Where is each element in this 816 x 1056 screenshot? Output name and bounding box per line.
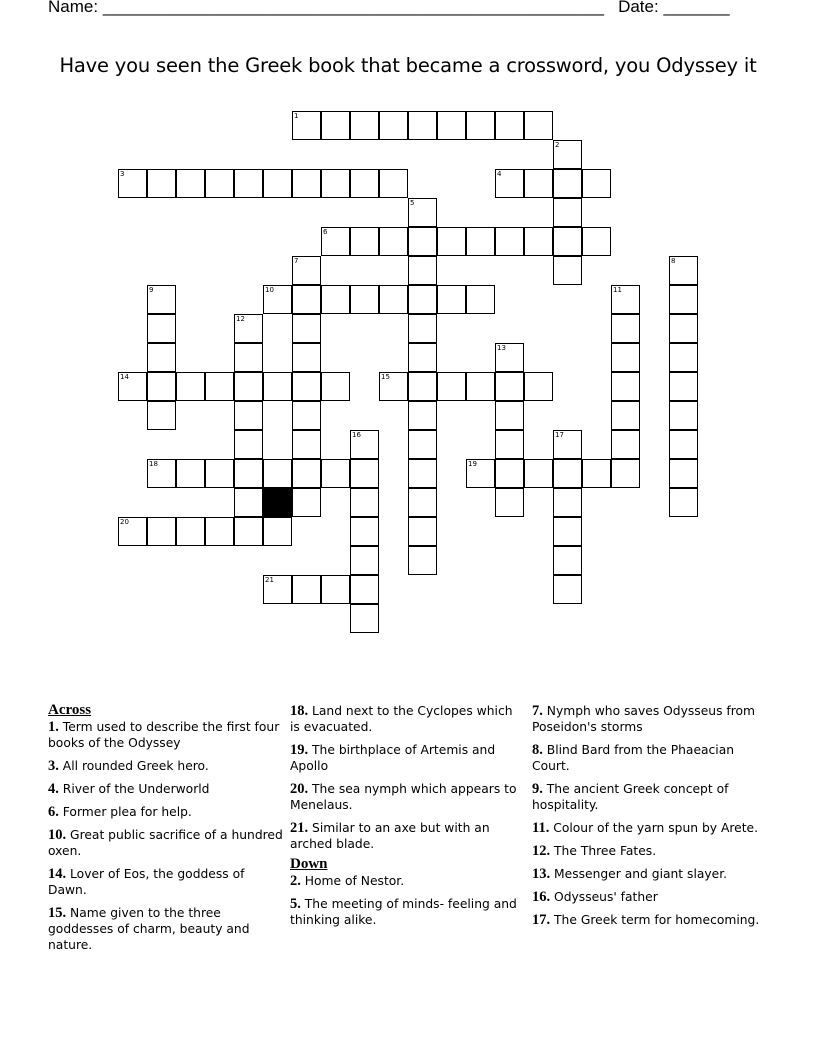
grid-cell[interactable] xyxy=(263,372,292,401)
clue-number-label: 20. xyxy=(290,781,309,797)
clue-number-label: 17. xyxy=(532,912,551,928)
clue-number: 20 xyxy=(120,518,129,526)
grid-cell[interactable] xyxy=(379,372,408,401)
clue xyxy=(48,804,283,820)
clue-number: 15 xyxy=(381,373,390,381)
grid-cell[interactable] xyxy=(205,459,234,488)
down-clue-list xyxy=(290,873,525,928)
clue-text: The Three Fates. xyxy=(550,844,657,858)
clue xyxy=(290,703,525,735)
grid-cell[interactable] xyxy=(495,430,524,459)
grid-cell[interactable] xyxy=(408,459,437,488)
grid-cell[interactable] xyxy=(147,372,176,401)
grid-cell[interactable] xyxy=(408,546,437,575)
grid-cell[interactable] xyxy=(611,459,640,488)
grid-cell[interactable] xyxy=(408,401,437,430)
grid-cell[interactable] xyxy=(669,372,698,401)
clue xyxy=(532,781,767,813)
grid-cell[interactable] xyxy=(524,111,553,140)
grid-cell[interactable] xyxy=(321,111,350,140)
clue-number: 5 xyxy=(410,199,415,207)
grid-cell[interactable] xyxy=(669,314,698,343)
grid-cell[interactable] xyxy=(292,372,321,401)
grid-cell[interactable] xyxy=(292,285,321,314)
grid-cell[interactable] xyxy=(350,517,379,546)
grid-cell[interactable] xyxy=(408,198,437,227)
clue-number: 6 xyxy=(323,228,328,236)
grid-cell[interactable] xyxy=(582,459,611,488)
grid-cell[interactable] xyxy=(553,198,582,227)
grid-cell[interactable] xyxy=(234,488,263,517)
across-clue-list-continued xyxy=(290,703,525,852)
clue-text: The sea nymph which appears to Menelaus. xyxy=(290,782,517,812)
grid-cell[interactable] xyxy=(495,169,524,198)
clue-number: 9 xyxy=(149,286,154,294)
clue-number: 11 xyxy=(613,286,622,294)
clue-number: 2 xyxy=(555,141,560,149)
grid-cell[interactable] xyxy=(553,546,582,575)
grid-cell[interactable] xyxy=(524,227,553,256)
clue-number: 8 xyxy=(671,257,676,265)
clue-number-label: 6. xyxy=(48,804,59,820)
grid-cell[interactable] xyxy=(118,169,147,198)
grid-cell[interactable] xyxy=(263,459,292,488)
grid-cell[interactable] xyxy=(553,488,582,517)
grid-cell[interactable] xyxy=(379,169,408,198)
clue-number: 17 xyxy=(555,431,564,439)
grid-cell[interactable] xyxy=(263,169,292,198)
grid-cell[interactable] xyxy=(495,227,524,256)
clue xyxy=(532,912,767,928)
page-title: Have you seen the Greek book that became a crossword, you Odyssey it xyxy=(59,54,757,77)
clue-text: Messenger and giant slayer. xyxy=(550,867,728,881)
clue-text: River of the Underworld xyxy=(58,782,210,796)
clue-number: 19 xyxy=(468,460,477,468)
grid-cell[interactable] xyxy=(234,314,263,343)
grid-cell[interactable] xyxy=(524,459,553,488)
clue-text: Lover of Eos, the goddess of Dawn. xyxy=(48,867,245,897)
grid-cell[interactable] xyxy=(553,140,582,169)
clue-text: Colour of the yarn spun by Arete. xyxy=(549,821,759,835)
clue xyxy=(290,896,525,928)
grid-cell[interactable] xyxy=(205,517,234,546)
clue-text: Home of Nestor. xyxy=(300,874,405,888)
grid-cell[interactable] xyxy=(234,169,263,198)
grid-cell[interactable] xyxy=(408,488,437,517)
clue-number-label: 1. xyxy=(48,719,59,735)
grid-cell[interactable] xyxy=(321,459,350,488)
clue-number-label: 9. xyxy=(532,781,543,797)
grid-cell[interactable] xyxy=(263,575,292,604)
clue-number: 1 xyxy=(294,112,299,120)
grid-cell[interactable] xyxy=(524,169,553,198)
grid-cell[interactable] xyxy=(524,372,553,401)
clue-number: 10 xyxy=(265,286,274,294)
grid-cell[interactable] xyxy=(611,401,640,430)
grid-cell[interactable] xyxy=(234,430,263,459)
grid-cell[interactable] xyxy=(408,227,437,256)
clue-number: 12 xyxy=(236,315,245,323)
grid-cell[interactable] xyxy=(466,111,495,140)
grid-cell[interactable] xyxy=(321,285,350,314)
grid-cell[interactable] xyxy=(611,285,640,314)
grid-cell[interactable] xyxy=(118,372,147,401)
grid-cell[interactable] xyxy=(553,227,582,256)
grid-cell[interactable] xyxy=(553,430,582,459)
clues-column-3 xyxy=(532,703,767,935)
grid-cell[interactable] xyxy=(263,517,292,546)
grid-cell[interactable] xyxy=(408,111,437,140)
grid-cell[interactable] xyxy=(553,256,582,285)
grid-cell[interactable] xyxy=(408,517,437,546)
clue-text: Similar to an axe but with an arched blade. xyxy=(290,821,490,851)
clue xyxy=(48,827,283,859)
grid-cell[interactable] xyxy=(350,546,379,575)
grid-cell[interactable] xyxy=(292,459,321,488)
clues-column-2 xyxy=(290,703,525,935)
down-clue-list-continued xyxy=(532,703,767,928)
clue-number-label: 5. xyxy=(290,896,301,912)
clue-number-label: 13. xyxy=(532,866,551,882)
clue-text: Term used to describe the first four books of the Odyssey xyxy=(48,720,280,750)
grid-cell[interactable] xyxy=(292,169,321,198)
grid-cell[interactable] xyxy=(350,430,379,459)
grid-cell[interactable] xyxy=(147,401,176,430)
grid-cell[interactable] xyxy=(350,488,379,517)
clue-number-label: 4. xyxy=(48,781,59,797)
grid-cell[interactable] xyxy=(553,575,582,604)
clue xyxy=(532,866,767,882)
clue-number-label: 15. xyxy=(48,905,67,921)
grid-cell[interactable] xyxy=(408,314,437,343)
clue xyxy=(48,905,283,953)
grid-cell[interactable] xyxy=(147,517,176,546)
clue-text: Land next to the Cyclopes which is evacuated. xyxy=(290,704,513,734)
clue xyxy=(290,873,525,889)
across-heading: Across xyxy=(48,702,92,718)
grid-cell[interactable] xyxy=(611,343,640,372)
clue-number-label: 21. xyxy=(290,820,309,836)
grid-cell[interactable] xyxy=(321,169,350,198)
grid-cell[interactable] xyxy=(437,285,466,314)
grid-cell[interactable] xyxy=(408,343,437,372)
grid-cell[interactable] xyxy=(292,256,321,285)
grid-cell[interactable] xyxy=(292,575,321,604)
grid-cell[interactable] xyxy=(553,459,582,488)
grid-cell[interactable] xyxy=(350,169,379,198)
grid-cell[interactable] xyxy=(292,401,321,430)
grid-cell[interactable] xyxy=(611,314,640,343)
grid-cell[interactable] xyxy=(466,285,495,314)
grid-cell[interactable] xyxy=(321,372,350,401)
grid-cell[interactable] xyxy=(234,343,263,372)
grid-cell[interactable] xyxy=(495,401,524,430)
clue xyxy=(48,866,283,898)
grid-cell[interactable] xyxy=(582,169,611,198)
clue-text: Name given to the three goddesses of charm, beauty and nature. xyxy=(48,906,250,952)
clue xyxy=(532,820,767,836)
grid-cell[interactable] xyxy=(495,343,524,372)
grid-cell[interactable] xyxy=(611,430,640,459)
grid-cell[interactable] xyxy=(292,488,321,517)
grid-cell[interactable] xyxy=(408,285,437,314)
grid-cell[interactable] xyxy=(176,459,205,488)
grid-cell[interactable] xyxy=(147,285,176,314)
clue-number: 13 xyxy=(497,344,506,352)
clue-text: The birthplace of Artemis and Apollo xyxy=(290,743,496,773)
black-square xyxy=(263,488,292,517)
clue-number-label: 2. xyxy=(290,873,301,889)
clue-number-label: 3. xyxy=(48,758,59,774)
grid-cell[interactable] xyxy=(147,343,176,372)
date-line[interactable]: _______ xyxy=(663,0,730,16)
grid-cell[interactable] xyxy=(292,430,321,459)
grid-cell[interactable] xyxy=(437,111,466,140)
clue xyxy=(48,781,283,797)
grid-cell[interactable] xyxy=(408,256,437,285)
clue-text: The meeting of minds- feeling and thinking alike. xyxy=(290,897,517,927)
grid-cell[interactable] xyxy=(205,372,234,401)
clue-number: 16 xyxy=(352,431,361,439)
clue-text: Former plea for help. xyxy=(58,805,192,819)
grid-cell[interactable] xyxy=(205,169,234,198)
grid-cell[interactable] xyxy=(379,111,408,140)
grid-cell[interactable] xyxy=(408,372,437,401)
grid-cell[interactable] xyxy=(437,372,466,401)
clue-number-label: 14. xyxy=(48,866,67,882)
grid-cell[interactable] xyxy=(669,430,698,459)
clue-number-label: 16. xyxy=(532,889,551,905)
clue-number: 14 xyxy=(120,373,129,381)
clue-text: All rounded Greek hero. xyxy=(58,759,209,773)
name-label: Name: xyxy=(48,0,99,16)
grid-cell[interactable] xyxy=(350,575,379,604)
clue-text: Great public sacrifice of a hundred oxen. xyxy=(48,828,283,858)
grid-cell[interactable] xyxy=(234,459,263,488)
grid-cell[interactable] xyxy=(553,169,582,198)
grid-cell[interactable] xyxy=(437,227,466,256)
grid-cell[interactable] xyxy=(669,488,698,517)
grid-cell[interactable] xyxy=(669,256,698,285)
clue-number-label: 11. xyxy=(532,820,550,836)
clue-text: The ancient Greek concept of hospitality. xyxy=(532,782,729,812)
grid-cell[interactable] xyxy=(292,314,321,343)
clue-text: Blind Bard from the Phaeacian Court. xyxy=(532,743,735,773)
grid-cell[interactable] xyxy=(495,111,524,140)
clue-number: 21 xyxy=(265,576,274,584)
grid-cell[interactable] xyxy=(350,227,379,256)
grid-cell[interactable] xyxy=(176,372,205,401)
date-label: Date: xyxy=(618,0,659,16)
clue-number-label: 8. xyxy=(532,742,543,758)
grid-cell[interactable] xyxy=(495,459,524,488)
grid-cell[interactable] xyxy=(118,517,147,546)
clue xyxy=(532,742,767,774)
grid-cell[interactable] xyxy=(669,343,698,372)
clue xyxy=(290,742,525,774)
clue xyxy=(532,703,767,735)
grid-cell[interactable] xyxy=(350,604,379,633)
grid-cell[interactable] xyxy=(321,227,350,256)
clue-number: 3 xyxy=(120,170,125,178)
grid-cell[interactable] xyxy=(234,372,263,401)
grid-cell[interactable] xyxy=(611,372,640,401)
clue-number: 4 xyxy=(497,170,502,178)
grid-cell[interactable] xyxy=(147,314,176,343)
clue-number-label: 7. xyxy=(532,703,543,719)
clue-number-label: 18. xyxy=(290,703,309,719)
grid-cell[interactable] xyxy=(582,227,611,256)
grid-cell[interactable] xyxy=(669,459,698,488)
grid-cell[interactable] xyxy=(292,343,321,372)
clue-text: The Greek term for homecoming. xyxy=(550,913,760,927)
grid-cell[interactable] xyxy=(466,372,495,401)
grid-cell[interactable] xyxy=(379,227,408,256)
clue xyxy=(48,719,283,751)
clue-number-label: 19. xyxy=(290,742,309,758)
clue-number-label: 10. xyxy=(48,827,67,843)
clues-column-1 xyxy=(48,702,283,960)
grid-cell[interactable] xyxy=(553,517,582,546)
grid-cell[interactable] xyxy=(466,227,495,256)
grid-cell[interactable] xyxy=(669,401,698,430)
grid-cell[interactable] xyxy=(147,169,176,198)
clue xyxy=(48,758,283,774)
clue-text: Odysseus' father xyxy=(550,890,658,904)
grid-cell[interactable] xyxy=(234,517,263,546)
grid-cell[interactable] xyxy=(176,169,205,198)
grid-cell[interactable] xyxy=(176,517,205,546)
grid-cell[interactable] xyxy=(495,372,524,401)
clue xyxy=(532,843,767,859)
grid-cell[interactable] xyxy=(408,430,437,459)
grid-cell[interactable] xyxy=(263,285,292,314)
name-line[interactable]: _____________________________________________________ xyxy=(102,0,604,16)
clue-number: 7 xyxy=(294,257,299,265)
grid-cell[interactable] xyxy=(669,285,698,314)
clue-number-label: 12. xyxy=(532,843,551,859)
clue xyxy=(290,781,525,813)
grid-cell[interactable] xyxy=(350,285,379,314)
clue-number: 18 xyxy=(149,460,158,468)
grid-cell[interactable] xyxy=(466,459,495,488)
grid-cell[interactable] xyxy=(495,488,524,517)
grid-cell[interactable] xyxy=(321,575,350,604)
clue-text: Nymph who saves Odysseus from Poseidon's storms xyxy=(532,704,755,734)
grid-cell[interactable] xyxy=(147,459,176,488)
clue xyxy=(532,889,767,905)
grid-cell[interactable] xyxy=(350,111,379,140)
grid-cell[interactable] xyxy=(234,401,263,430)
grid-cell[interactable] xyxy=(350,459,379,488)
grid-cell[interactable] xyxy=(379,285,408,314)
clue xyxy=(290,820,525,852)
down-heading: Down xyxy=(290,856,328,872)
grid-cell[interactable] xyxy=(292,111,321,140)
across-clue-list xyxy=(48,719,283,953)
